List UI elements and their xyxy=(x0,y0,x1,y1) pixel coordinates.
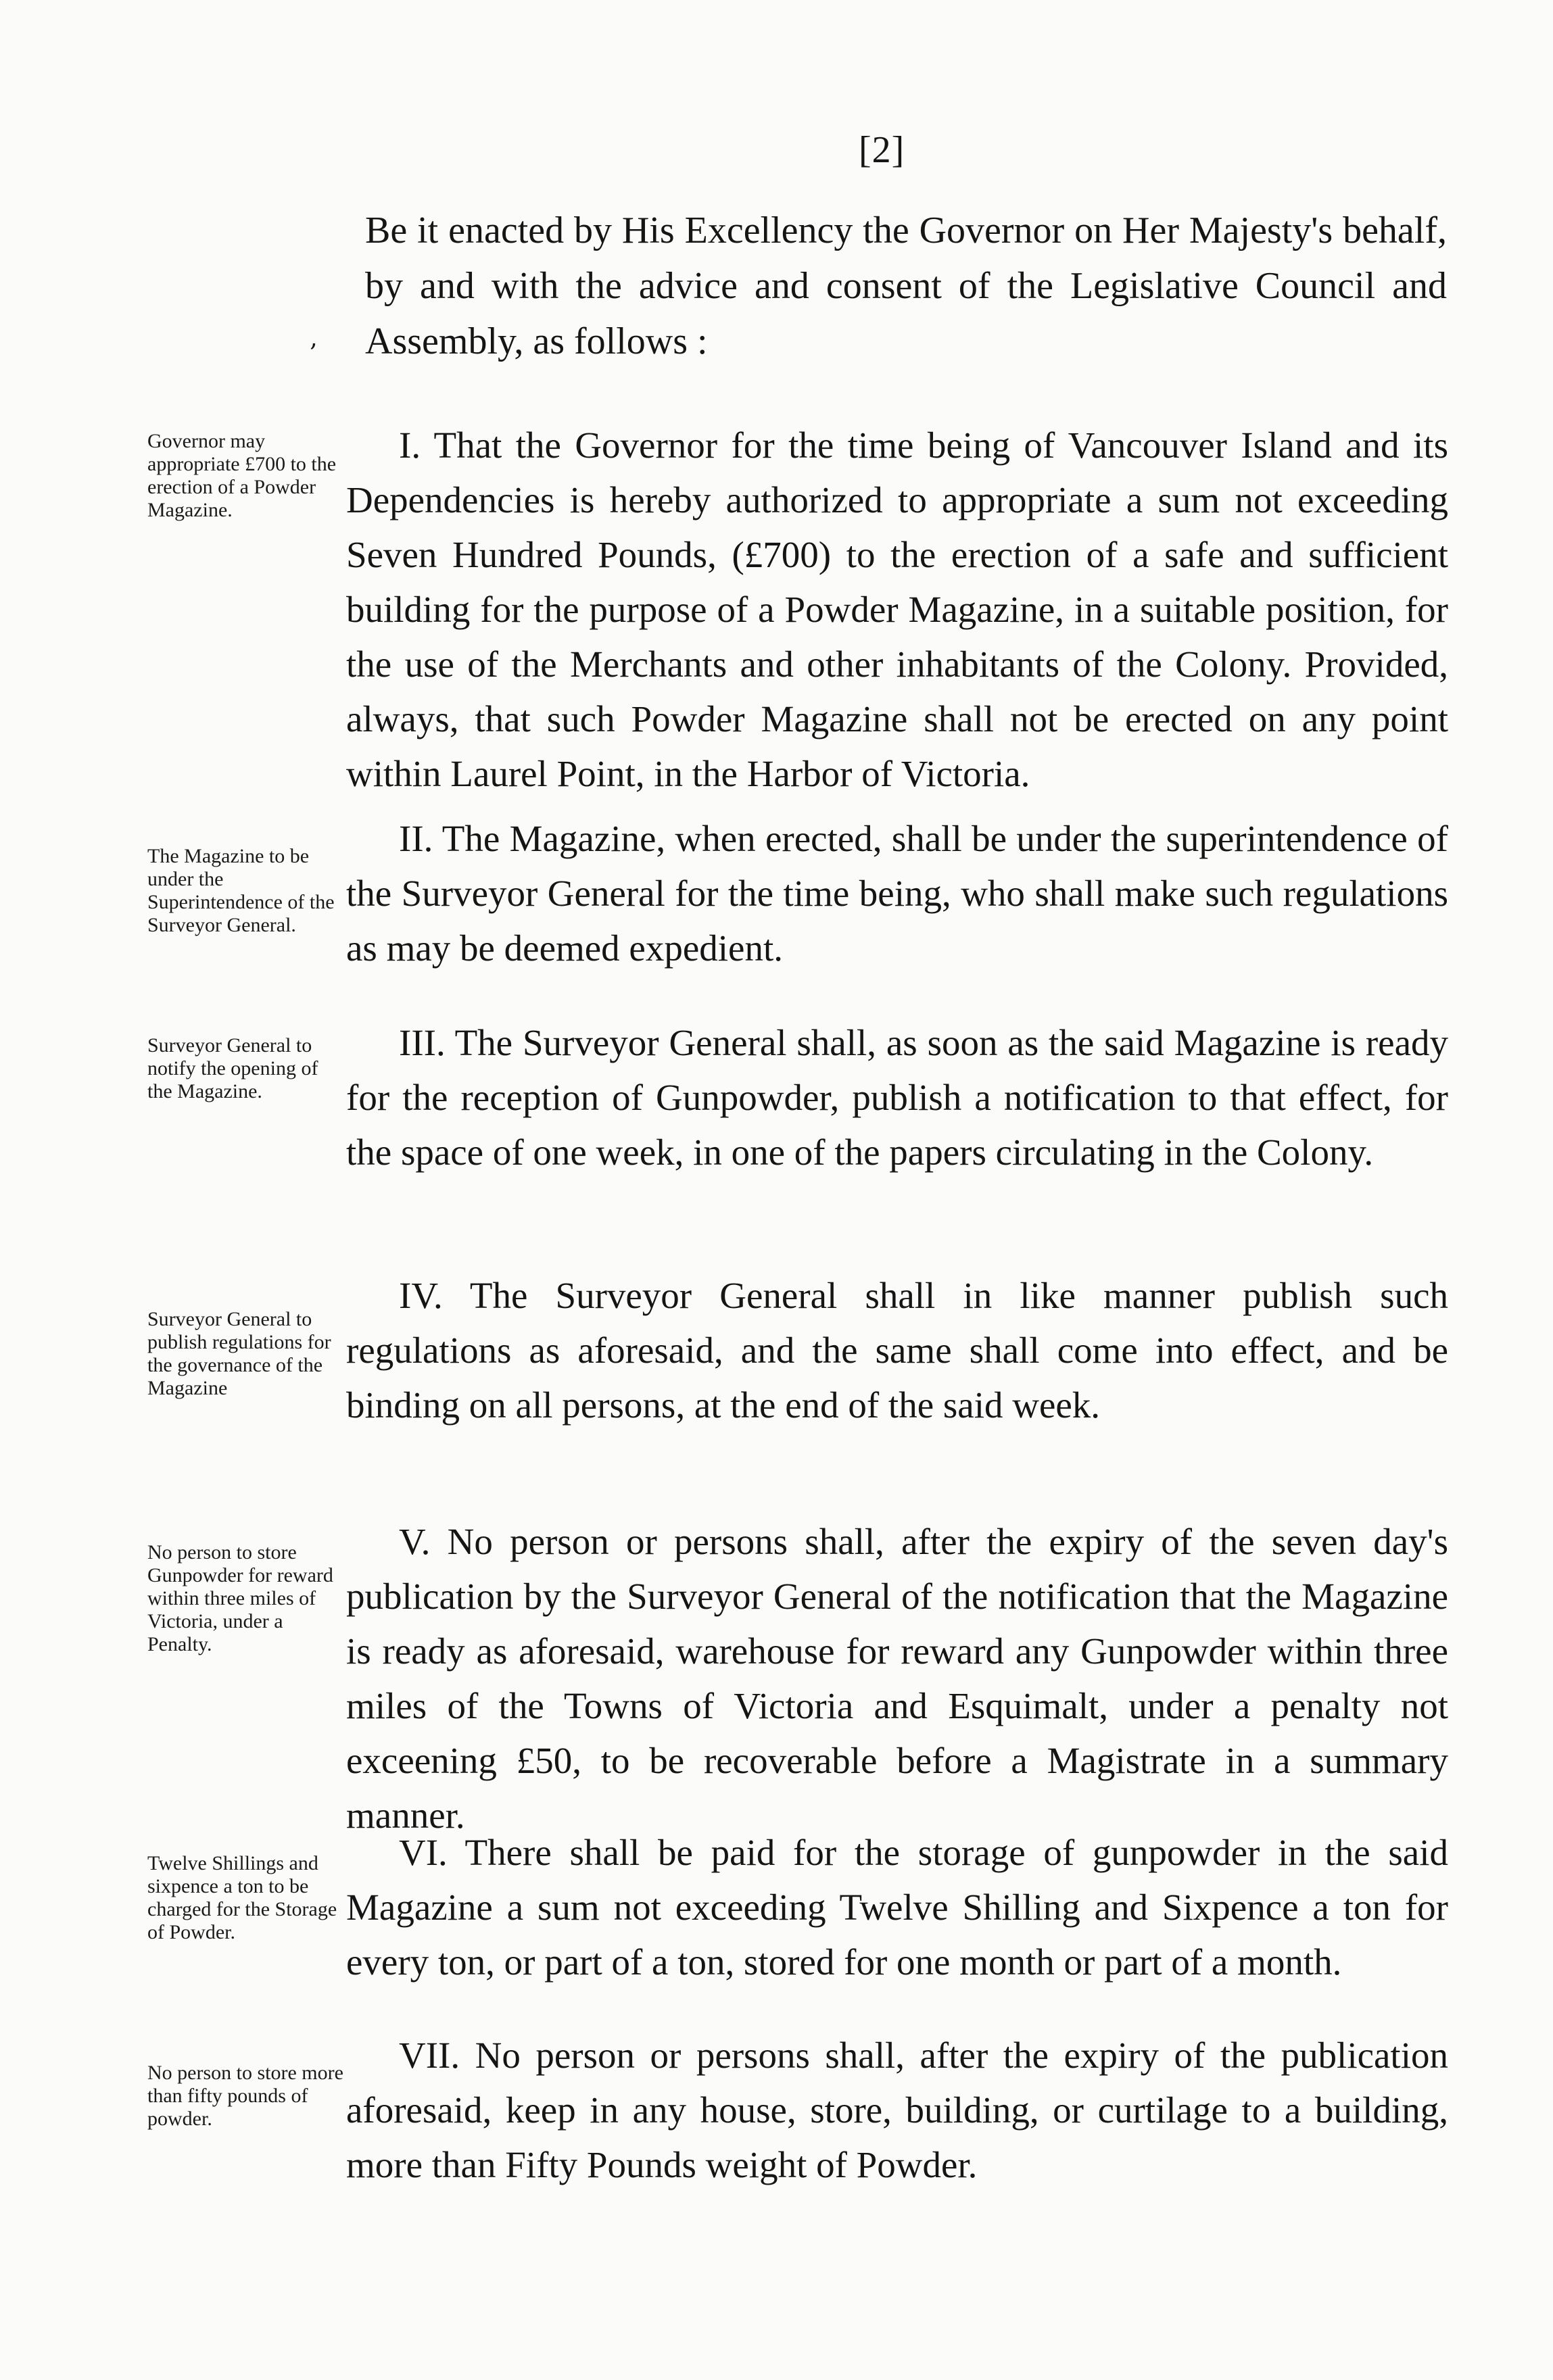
marginal-note-4: Surveyor General to publish regulations for the governance of the Magazine xyxy=(147,1308,331,1399)
margin-mark: ‚ xyxy=(310,324,318,352)
section-6-text: VI. There shall be paid for the storage of gunpowder in the said Magazine a sum not exceeding Twelve Shilling and Sixpence a ton for every ton, or part of a ton, stored for one month or part of a month. xyxy=(346,1832,1448,1983)
page-number: [2] xyxy=(859,129,905,171)
section-7-text: VII. No person or persons shall, after the expiry of the publication aforesaid, keep in any house, store, building, or curtilage to a building, more than Fifty Pounds weight of Powder. xyxy=(346,2035,1448,2185)
section-1-text: I. That the Governor for the time being of Vancouver Island and its Dependencies is hereby authorized to appropriate a sum not exceeding Seven Hundred Pounds, (£700) to the erection of a safe and sufficient building for the purpose of a Powder Magazine, in a suitable position, for the use of the Merchants and other inhabitants of the Colony. Provided, always, that such Powder Magazine shall not be erected on any point within Laurel Point, in the Harbor of Victoria. xyxy=(346,424,1448,794)
marginal-note-2: The Magazine to be under the Superintendence of the Surveyor General. xyxy=(147,845,335,936)
marginal-note-1: Governor may appropriate £700 to the erection of a Powder Magazine. xyxy=(147,430,337,521)
marginal-note-3: Surveyor General to notify the opening of the Magazine. xyxy=(147,1034,318,1102)
marginal-note-7: No person to store more than fifty pounds of powder. xyxy=(147,2062,343,2130)
marginal-note-5: No person to store Gunpowder for reward within three miles of Victoria, under a Penalty. xyxy=(147,1541,333,1655)
enacting-clause: Be it enacted by His Excellency the Governor on Her Majesty's behalf, by and with the advice and consent of the Legislative Council and Assembly, as follows : xyxy=(365,210,1447,362)
section-3-text: III. The Surveyor General shall, as soon as the said Magazine is ready for the reception of Gunpowder, publish a notification to that effect, for the space of one week, in one of the papers circulating in the Colony. xyxy=(346,1022,1448,1173)
marginal-note-6: Twelve Shillings and sixpence a ton to be charged for the Storage of Powder. xyxy=(147,1852,337,1943)
section-2-text: II. The Magazine, when erected, shall be under the superintendence of the Surveyor General for the time being, who shall make such regulations as may be deemed expedient. xyxy=(346,818,1448,969)
section-5-text: V. No person or persons shall, after the expiry of the seven day's publication by the Surveyor General of the notification that the Magazine is ready as aforesaid, warehouse for reward any Gunpowder within three miles of the Towns of Victoria and Esquimalt, under a penalty not exceening £50, to be recoverable before a Magistrate in a summary manner. xyxy=(346,1521,1448,1836)
section-4-text: IV. The Surveyor General shall in like manner publish such regulations as aforesaid, and the same shall come into effect, and be binding on all persons, at the end of the said week. xyxy=(346,1275,1448,1426)
